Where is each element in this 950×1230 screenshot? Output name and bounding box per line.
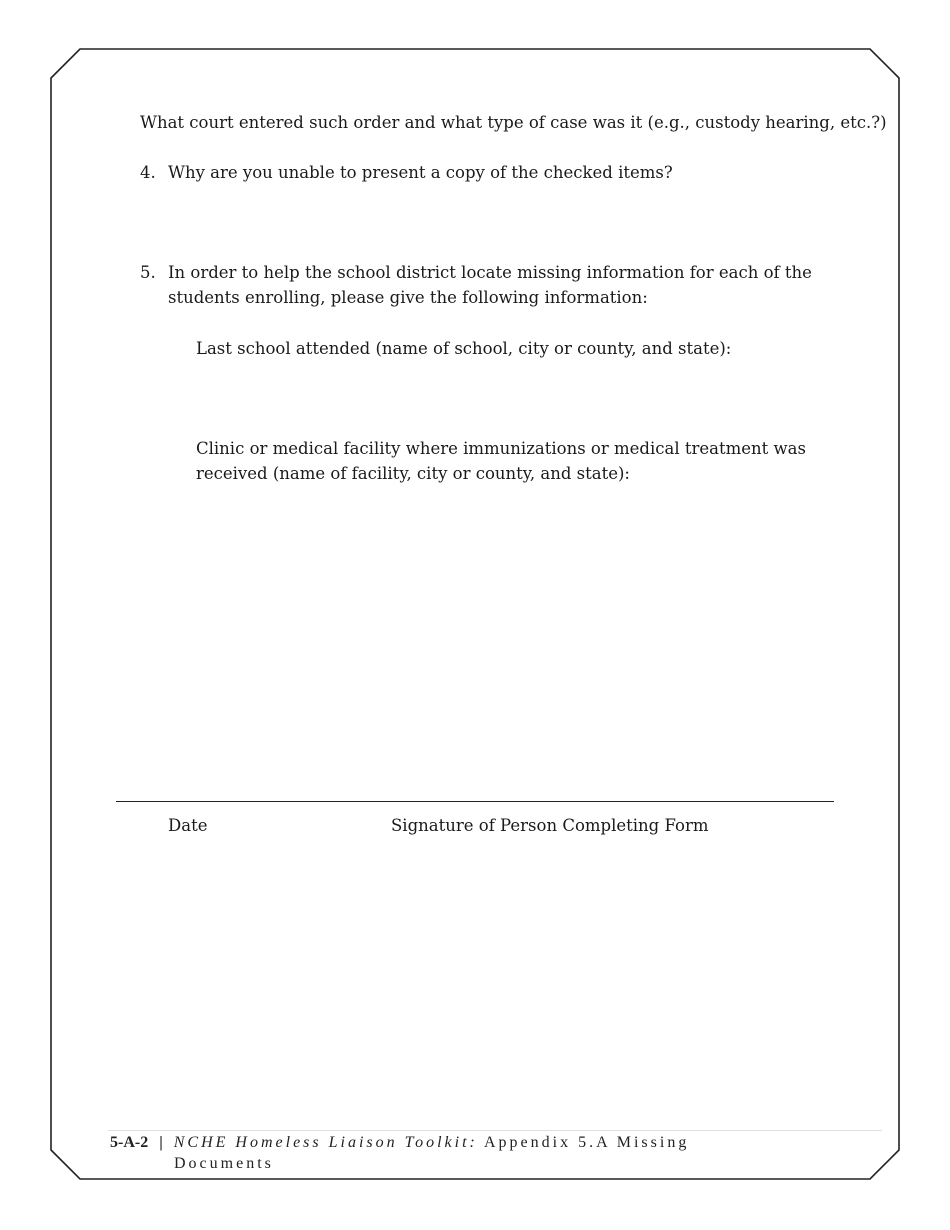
page-footer bbox=[110, 1132, 790, 1174]
court-question: What court entered such order and what type of case was it (e.g., custody hearing, etc.?) bbox=[140, 113, 887, 132]
appendix-title-line2: Documents bbox=[174, 1155, 274, 1172]
question-4-text: Why are you unable to present a copy of the checked items? bbox=[168, 163, 673, 182]
footer-separator: | bbox=[159, 1134, 163, 1151]
appendix-title-line1: Appendix 5.A Missing bbox=[483, 1134, 690, 1151]
question-4-number: 4. bbox=[140, 163, 156, 182]
toolkit-title: NCHE Homeless Liaison Toolkit: bbox=[173, 1134, 478, 1151]
footer-divider bbox=[108, 1130, 882, 1131]
clinic-prompt-line2: received (name of facility, city or county, and state): bbox=[196, 464, 630, 483]
page-number: 5-A-2 bbox=[110, 1134, 149, 1151]
question-5-line1: In order to help the school district locate missing information for each of the bbox=[168, 263, 812, 282]
question-5-number: 5. bbox=[140, 263, 156, 282]
date-label: Date bbox=[168, 816, 208, 835]
signature-line bbox=[116, 801, 834, 802]
clinic-prompt-line1: Clinic or medical facility where immunizations or medical treatment was bbox=[196, 439, 806, 458]
question-5-line2: students enrolling, please give the following information: bbox=[168, 288, 648, 307]
last-school-prompt: Last school attended (name of school, city or county, and state): bbox=[196, 339, 732, 358]
signature-label: Signature of Person Completing Form bbox=[391, 816, 709, 835]
